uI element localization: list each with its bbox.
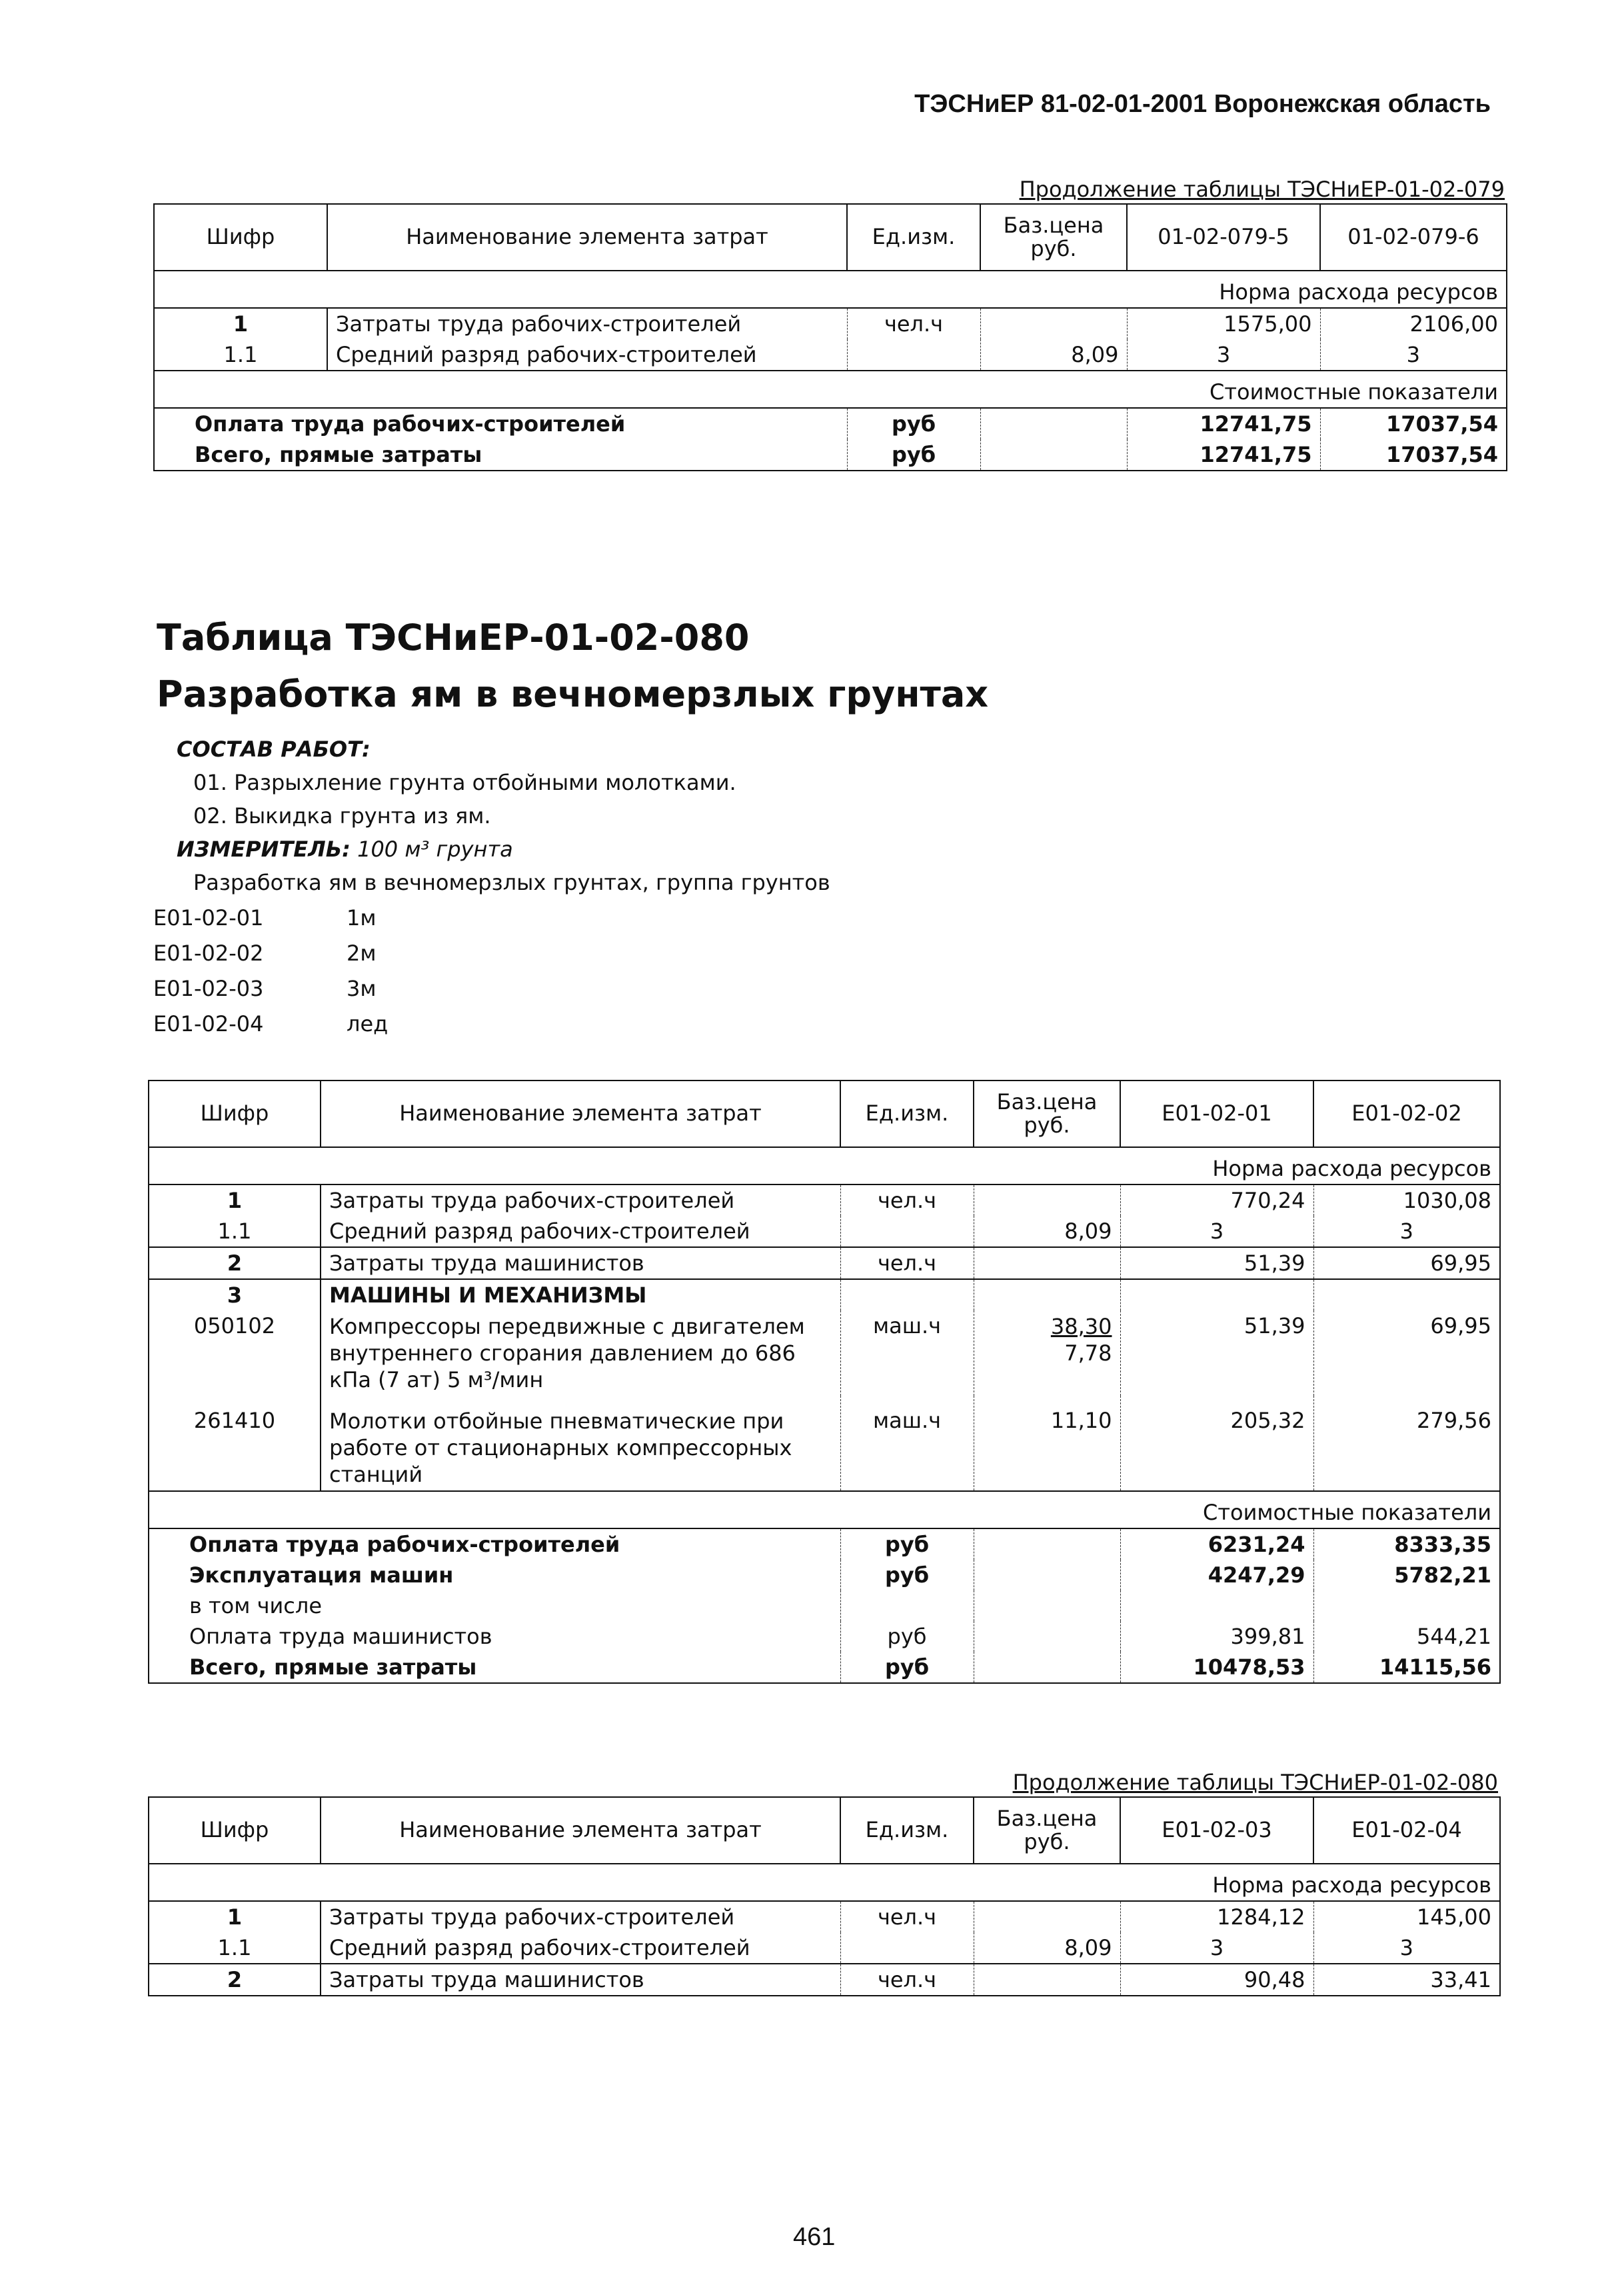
cell-code: 3: [149, 1279, 321, 1310]
cost-row: [149, 1528, 1500, 1560]
cost-name: Оплата труда машинистов: [149, 1621, 840, 1652]
header-cell: Е01-02-04: [1313, 1797, 1500, 1864]
cell-name: Средний разряд рабочих-строителей: [321, 1932, 840, 1964]
cell-value: 2106,00: [1320, 308, 1507, 339]
cell-name: Затраты труда машинистов: [321, 1247, 840, 1279]
works-label: СОСТАВ РАБОТ:: [177, 737, 371, 762]
table-row: [149, 1216, 1500, 1247]
header-cell: 01-02-079-5: [1127, 204, 1320, 271]
cell-price: [974, 1247, 1120, 1279]
cost-name: Всего, прямые затраты: [149, 1652, 840, 1683]
code: Е01-02-03: [153, 976, 264, 1001]
table-continuation-label: Продолжение таблицы ТЭСНиЕР-01-02-080: [1012, 1770, 1498, 1795]
header-cell: Ед.изм.: [840, 1081, 974, 1147]
cost-label: Стоимостные показатели: [154, 371, 1507, 408]
header-cell: Наименование элемента затрат: [327, 204, 847, 271]
norm-label: Норма расхода ресурсов: [149, 1147, 1500, 1184]
cell-value: 1284,12: [1120, 1901, 1313, 1932]
table-header-row: [149, 1797, 1500, 1864]
cell-value: 33,41: [1313, 1964, 1500, 1996]
cell-price: 11,10: [974, 1396, 1120, 1491]
cell-name: МАШИНЫ И МЕХАНИЗМЫ: [321, 1279, 840, 1310]
page-number: 461: [793, 2223, 836, 2251]
cost-price: [980, 439, 1127, 471]
cell-name: Затраты труда машинистов: [321, 1964, 840, 1996]
cell-price: [974, 1310, 1120, 1396]
measure-value: 100 м³ грунта: [357, 837, 513, 862]
cell-code: 2: [149, 1964, 321, 1996]
cost-value: 8333,35: [1313, 1528, 1500, 1560]
header-cell: Шифр: [154, 204, 327, 271]
table-continuation-label: Продолжение таблицы ТЭСНиЕР-01-02-079: [1019, 177, 1505, 202]
table-header-row: [154, 204, 1507, 271]
cost-row: [149, 1652, 1500, 1683]
cost-row: [149, 1560, 1500, 1590]
measure-line: [177, 837, 513, 862]
code: Е01-02-04: [153, 1011, 264, 1037]
table-row: [154, 308, 1507, 339]
cost-value: 4247,29: [1120, 1560, 1313, 1590]
cost-label: Стоимостные показатели: [149, 1491, 1500, 1528]
cell-name: Затраты труда рабочих-строителей: [321, 1901, 840, 1932]
cost-name: в том числе: [149, 1590, 840, 1621]
norms-table-continued: [148, 1796, 1501, 1996]
cell-unit: [840, 1216, 974, 1247]
cell-code: 050102: [149, 1310, 321, 1396]
cost-value: 544,21: [1313, 1621, 1500, 1652]
cost-unit: руб: [840, 1652, 974, 1683]
table-row: [149, 1396, 1500, 1491]
cell-price: 8,09: [980, 339, 1127, 371]
header-cell: Наименование элемента затрат: [321, 1797, 840, 1864]
cell-name: Средний разряд рабочих-строителей: [321, 1216, 840, 1247]
cell-value: 3: [1313, 1932, 1500, 1964]
price-secondary: 7,78: [1064, 1340, 1112, 1366]
cell-price: [974, 1184, 1120, 1216]
work-item: 02. Выкидка грунта из ям.: [193, 803, 491, 829]
code: Е01-02-01: [153, 905, 264, 931]
cell-unit: чел.ч: [840, 1964, 974, 1996]
cell-code: 1.1: [149, 1216, 321, 1247]
cost-unit: руб: [840, 1621, 974, 1652]
cost-unit: руб: [847, 408, 980, 439]
code-value: 1м: [347, 905, 377, 931]
cost-unit: руб: [847, 439, 980, 471]
header-cell: 01-02-079-6: [1320, 204, 1507, 271]
cost-price: [980, 408, 1127, 439]
table-row: [149, 1964, 1500, 1996]
header-cell: Шифр: [149, 1797, 321, 1864]
cell-code: 1.1: [149, 1932, 321, 1964]
section-subtitle: Разработка ям в вечномерзлых грунтах: [157, 673, 989, 715]
cell-value: 1575,00: [1127, 308, 1320, 339]
cell-value: 3: [1127, 339, 1320, 371]
header-cell: Ед.изм.: [847, 204, 980, 271]
header-cell: Баз.цена руб.: [974, 1797, 1120, 1864]
section-description: Разработка ям в вечномерзлых грунтах, группа грунтов: [193, 870, 830, 895]
cell-name: Компрессоры передвижные с двигателем внутреннего сгорания давлением до 686 кПа (7 ат) 5 м³/мин: [321, 1310, 840, 1396]
header-cell: Баз.цена руб.: [980, 204, 1127, 271]
cost-name: Эксплуатация машин: [149, 1560, 840, 1590]
cell-price: 8,09: [974, 1216, 1120, 1247]
header-cell: Баз.цена руб.: [974, 1081, 1120, 1147]
top-table: [153, 203, 1507, 471]
norm-label: Норма расхода ресурсов: [149, 1864, 1500, 1901]
cost-value: 12741,75: [1127, 408, 1320, 439]
table-header-row: [149, 1081, 1500, 1147]
cell-code: 1: [149, 1184, 321, 1216]
code-item: [153, 1011, 388, 1047]
cost-unit: руб: [840, 1560, 974, 1590]
cell-value: 770,24: [1120, 1184, 1313, 1216]
cell-price: 8,09: [974, 1932, 1120, 1964]
cell-name: Затраты труда рабочих-строителей: [321, 1184, 840, 1216]
code-value: лед: [347, 1011, 389, 1037]
cell-value: 3: [1120, 1932, 1313, 1964]
code-list: [153, 905, 388, 1047]
cell-value: 279,56: [1313, 1396, 1500, 1491]
header-cell: Наименование элемента затрат: [321, 1081, 840, 1147]
cell-price: [974, 1964, 1120, 1996]
cell-unit: чел.ч: [840, 1184, 974, 1216]
cell-code: 2: [149, 1247, 321, 1279]
cell-code: 1.1: [154, 339, 327, 371]
cost-value: 399,81: [1120, 1621, 1313, 1652]
work-item: 01. Разрыхление грунта отбойными молотками.: [193, 770, 736, 795]
cell-name: Средний разряд рабочих-строителей: [327, 339, 847, 371]
cell-unit: [847, 339, 980, 371]
measure-label: ИЗМЕРИТЕЛЬ:: [177, 837, 351, 862]
table-row: [149, 1310, 1500, 1396]
cost-unit: руб: [840, 1528, 974, 1560]
price-value: 38,30: [1050, 1314, 1112, 1339]
code-item: [153, 941, 388, 976]
cell-value: 51,39: [1120, 1310, 1313, 1396]
page-header: ТЭСНиЕР 81-02-01-2001 Воронежская область: [914, 90, 1491, 118]
cell-code: 1: [154, 308, 327, 339]
cell-value: 51,39: [1120, 1247, 1313, 1279]
code-item: [153, 976, 388, 1011]
cost-value: 5782,21: [1313, 1560, 1500, 1590]
cost-name: Всего, прямые затраты: [154, 439, 847, 471]
cell-unit: маш.ч: [840, 1310, 974, 1396]
cost-value: 6231,24: [1120, 1528, 1313, 1560]
norm-label: Норма расхода ресурсов: [154, 271, 1507, 308]
cell-name: Затраты труда рабочих-строителей: [327, 308, 847, 339]
table-row: [149, 1932, 1500, 1964]
cell-value: 69,95: [1313, 1310, 1500, 1396]
cost-name: Оплата труда рабочих-строителей: [149, 1528, 840, 1560]
cell-value: 3: [1313, 1216, 1500, 1247]
table-row: [149, 1247, 1500, 1279]
cost-name: Оплата труда рабочих-строителей: [154, 408, 847, 439]
cell-value: 3: [1120, 1216, 1313, 1247]
code-value: 3м: [347, 976, 377, 1001]
cell-value: 69,95: [1313, 1247, 1500, 1279]
cell-unit: маш.ч: [840, 1396, 974, 1491]
code: Е01-02-02: [153, 941, 264, 966]
code-value: 2м: [347, 941, 377, 966]
section-title: Таблица ТЭСНиЕР-01-02-080: [157, 617, 750, 659]
cost-row: [149, 1590, 1500, 1621]
header-cell: Е01-02-02: [1313, 1081, 1500, 1147]
cell-unit: чел.ч: [840, 1901, 974, 1932]
header-cell: Е01-02-03: [1120, 1797, 1313, 1864]
cell-unit: чел.ч: [840, 1247, 974, 1279]
table-row: [149, 1279, 1500, 1310]
cell-code: 1: [149, 1901, 321, 1932]
cost-value: 10478,53: [1120, 1652, 1313, 1683]
header-cell: Шифр: [149, 1081, 321, 1147]
cell-value: 145,00: [1313, 1901, 1500, 1932]
cost-value: 17037,54: [1320, 408, 1507, 439]
cost-value: 14115,56: [1313, 1652, 1500, 1683]
cell-price: [980, 308, 1127, 339]
table-row: [149, 1901, 1500, 1932]
cell-name: Молотки отбойные пневматические при работе от стационарных компрессорных станций: [321, 1396, 840, 1491]
cell-value: 3: [1320, 339, 1507, 371]
cell-code: 261410: [149, 1396, 321, 1491]
header-cell: Ед.изм.: [840, 1797, 974, 1864]
cell-unit: [840, 1932, 974, 1964]
table-row: [154, 339, 1507, 371]
cell-value: 90,48: [1120, 1964, 1313, 1996]
cell-value: 205,32: [1120, 1396, 1313, 1491]
cell-value: 1030,08: [1313, 1184, 1500, 1216]
norms-table: [148, 1080, 1501, 1684]
cost-row: [154, 408, 1507, 439]
cost-value: 12741,75: [1127, 439, 1320, 471]
cell-unit: чел.ч: [847, 308, 980, 339]
cell-price: [974, 1901, 1120, 1932]
cost-value: 17037,54: [1320, 439, 1507, 471]
code-item: [153, 905, 388, 941]
table-row: [149, 1184, 1500, 1216]
cost-row: [149, 1621, 1500, 1652]
header-cell: Е01-02-01: [1120, 1081, 1313, 1147]
cost-row: [154, 439, 1507, 471]
